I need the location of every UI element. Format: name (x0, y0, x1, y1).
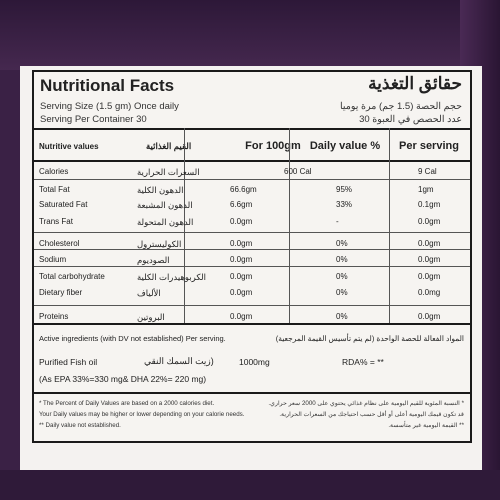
serving-size-ar: حجم الحصة (1.5 جم) مرة يوميا (340, 101, 462, 112)
nutrient-per-100gm: 0.0gm (230, 288, 253, 297)
nutrient-per-100gm: 0.0gm (230, 239, 253, 248)
nutrient-daily-value: 0% (336, 288, 348, 297)
nutrient-per-serving: 0.0gm (418, 312, 441, 321)
nutrient-name-en: Calories (39, 167, 69, 176)
rda-value: RDA% = ** (342, 357, 384, 367)
header-for-100gm: For 100gm (245, 140, 301, 152)
divider-header (34, 160, 470, 162)
nutrient-per-serving: 0.0gm (418, 217, 441, 226)
row-divider (34, 179, 470, 180)
nutrient-name-en: Proteins (39, 312, 69, 321)
title-en: Nutritional Facts (40, 76, 175, 95)
nutrient-daily-value: 0% (336, 239, 348, 248)
background-bottom (0, 470, 500, 500)
nutrient-per-serving: 0.0gm (418, 239, 441, 248)
footnote-en-1: * The Percent of Daily Values are based on a 2000 calories diet. (39, 400, 215, 407)
nutrient-name-en: Trans Fat (39, 217, 73, 226)
nutrient-per-100gm: 0.0gm (230, 255, 253, 264)
nutrient-per-100gm: 0.0gm (230, 272, 253, 281)
footnote-ar-2: قد تكون قيمك اليومية أعلى أو أقل حسب احتياجك من السعرات الحرارية. (279, 411, 464, 418)
active-ingredients-ar: المواد الفعالة للحصة الواحدة (لم يتم تأسيس القيمة المرجعية) (275, 334, 464, 343)
epa-dha-note: (As EPA 33%=330 mg& DHA 22%= 220 mg) (39, 374, 207, 384)
nutrient-name-en: Cholesterol (39, 239, 80, 248)
nutrient-name-en: Total carbohydrate (39, 272, 105, 281)
fish-oil-ar: (زيت السمك النقي (144, 356, 214, 366)
nutrient-name-ar: البروتين (137, 312, 165, 322)
nutrient-per-serving: 0.0gm (418, 255, 441, 264)
nutrient-per-100gm: 66.6gm (230, 185, 257, 194)
header-nutritive-ar: القيم الغذائية (146, 141, 192, 151)
column-divider (389, 128, 390, 323)
nutrient-daily-value: - (336, 217, 339, 226)
nutrient-name-ar: الكوليسترول (137, 239, 182, 249)
row-divider (34, 232, 470, 233)
nutrient-per-serving: 1gm (418, 185, 434, 194)
row-divider (34, 249, 470, 250)
nutrient-per-100gm: 6.6gm (230, 200, 253, 209)
nutrient-per-serving: 0.0gm (418, 272, 441, 281)
serving-per-container-en: Serving Per Container 30 (40, 114, 147, 125)
nutrient-name-en: Total Fat (39, 185, 70, 194)
nutrient-per-serving: 0.1gm (418, 200, 441, 209)
fish-oil-amount: 1000mg (239, 357, 270, 367)
footnote-ar-3: ** القيمة اليومية غير متأسسة. (388, 422, 464, 429)
serving-per-container-ar: عدد الحصص في العبوة 30 (359, 114, 462, 125)
nutrient-name-en: Saturated Fat (39, 200, 88, 209)
nutrient-per-100gm: 0.0gm (230, 312, 253, 321)
serving-size-en: Serving Size (1.5 gm) Once daily (40, 101, 179, 112)
background-top (0, 0, 500, 70)
fish-oil-en: Purified Fish oil (39, 357, 98, 367)
active-ingredients-en: Active ingredients (with DV not established) Per serving. (39, 334, 226, 343)
nutrient-name-ar: السعرات الحرارية (137, 167, 200, 177)
footnote-en-2: Your Daily values may be higher or lower depending on your calorie needs. (39, 411, 245, 418)
nutrient-daily-value: 0% (336, 255, 348, 264)
nutrient-per-serving: 9 Cal (418, 167, 437, 176)
nutrient-name-ar: الصوديوم (137, 255, 170, 265)
nutrient-name-ar: الدهون الكلية (137, 185, 184, 195)
nutrient-name-ar: الألياف (137, 288, 161, 298)
nutrient-daily-value: 0% (336, 272, 348, 281)
header-per-serving: Per serving (399, 140, 459, 152)
nutrient-per-serving: 0.0mg (418, 288, 441, 297)
nutrient-name-en: Sodium (39, 255, 67, 264)
divider-top (34, 128, 470, 130)
divider-footnotes (34, 392, 470, 394)
nutrient-daily-value: 0% (336, 312, 348, 321)
row-divider (34, 266, 470, 267)
divider-table-end (34, 323, 470, 325)
column-divider (289, 128, 290, 323)
nutrient-daily-value: 33% (336, 200, 353, 209)
footnote-ar-1: * النسبة المئوية للقيم اليومية على نظام غذائي يحتوي على 2000 سعر حراري. (268, 400, 464, 407)
nutrient-name-ar: الدهون المشبعة (137, 200, 193, 210)
nutrient-name-ar: الدهون المتحولة (137, 217, 194, 227)
nutrient-per-100gm: 0.0gm (230, 217, 253, 226)
nutrient-name-en: Dietary fiber (39, 288, 83, 297)
header-daily-value: Daily value % (309, 140, 381, 152)
row-divider (34, 305, 470, 306)
nutrition-label (32, 70, 472, 443)
title-ar: حقائق التغذية (368, 74, 462, 93)
footnote-en-3: ** Daily value not established. (39, 422, 121, 429)
nutrient-name-ar: الكربوهيدرات الكلية (137, 272, 207, 282)
nutrient-per-100gm: 600 Cal (284, 167, 312, 176)
nutrient-daily-value: 95% (336, 185, 353, 194)
header-nutritive-en: Nutritive values (39, 142, 99, 151)
